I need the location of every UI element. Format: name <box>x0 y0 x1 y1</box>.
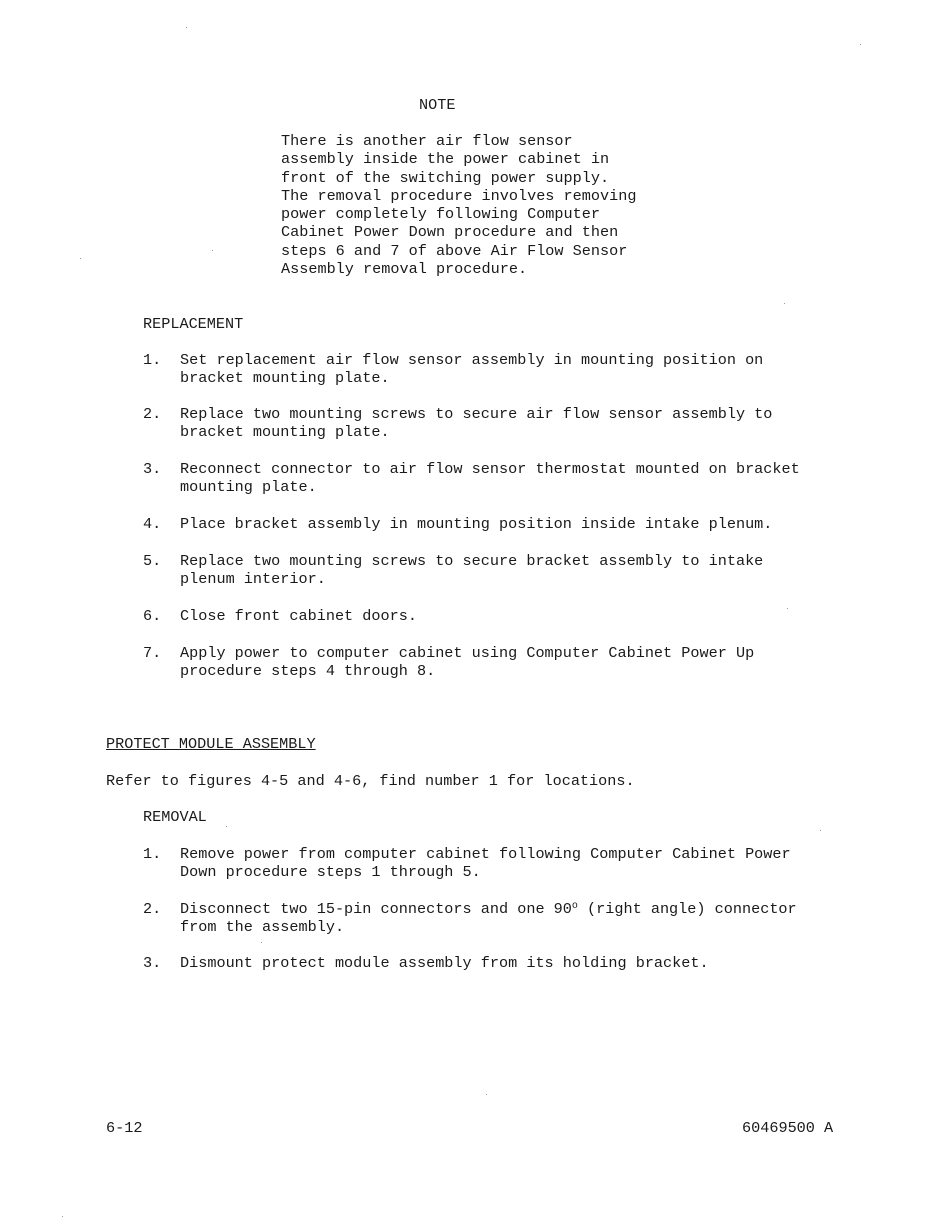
step-line: bracket mounting plate. <box>180 423 390 442</box>
replacement-step-5 <box>180 552 763 589</box>
scan-speck <box>787 608 788 609</box>
scan-speck <box>486 1094 487 1095</box>
replacement-step-1 <box>180 351 763 388</box>
note-line: Cabinet Power Down procedure and then <box>281 223 619 242</box>
replacement-heading: REPLACEMENT <box>143 315 244 333</box>
step-line: (right angle) connector <box>577 900 797 918</box>
note-title: NOTE <box>419 96 456 114</box>
step-line: Remove power from computer cabinet following Computer Cabinet Power <box>180 845 791 863</box>
step-line: mounting plate. <box>180 478 317 497</box>
scan-speck <box>80 258 81 259</box>
step-line: from the assembly. <box>180 918 345 937</box>
step-line: bracket mounting plate. <box>180 369 390 388</box>
step-number: 2. <box>143 405 162 423</box>
scan-speck <box>62 1216 63 1217</box>
scan-speck <box>820 830 821 831</box>
step-line: Down procedure steps 1 through 5. <box>180 863 481 882</box>
removal-step-1 <box>180 845 791 882</box>
step-number: 2. <box>143 900 162 918</box>
step-line: procedure steps 4 through 8. <box>180 662 436 681</box>
removal-step-3: Dismount protect module assembly from its holding bracket. <box>180 954 709 972</box>
refer-text: Refer to figures 4-5 and 4-6, find number 1 for locations. <box>106 772 635 790</box>
step-number: 4. <box>143 515 162 533</box>
replacement-step-4: Place bracket assembly in mounting position inside intake plenum. <box>180 515 773 533</box>
step-line: Apply power to computer cabinet using Computer Cabinet Power Up <box>180 644 755 662</box>
step-number: 1. <box>143 351 162 369</box>
scan-speck <box>226 826 227 827</box>
note-line: steps 6 and 7 of above Air Flow Sensor <box>281 241 628 260</box>
note-line: power completely following Computer <box>281 205 600 224</box>
step-number: 6. <box>143 607 162 625</box>
note-line: front of the switching power supply. <box>281 168 610 187</box>
step-line: plenum interior. <box>180 570 326 589</box>
removal-heading: REMOVAL <box>143 808 207 826</box>
replacement-step-2 <box>180 405 772 442</box>
replacement-step-7 <box>180 644 754 681</box>
step-line: Disconnect two 15-pin connectors and one 90 <box>180 900 572 918</box>
note-line: Assembly removal procedure. <box>281 260 528 279</box>
scan-speck <box>784 303 785 304</box>
step-line: Replace two mounting screws to secure air flow sensor assembly to <box>180 405 773 423</box>
scan-speck <box>186 27 187 28</box>
scan-speck <box>212 250 213 251</box>
replacement-step-6: Close front cabinet doors. <box>180 607 417 625</box>
degree-superscript: o <box>571 901 578 912</box>
scan-speck <box>261 942 262 943</box>
removal-step-2 <box>180 900 797 937</box>
step-number: 7. <box>143 644 162 662</box>
step-number: 5. <box>143 552 162 570</box>
section-title: PROTECT MODULE ASSEMBLY <box>106 735 316 753</box>
note-line: The removal procedure involves removing <box>281 186 637 205</box>
step-number: 3. <box>143 460 162 478</box>
note-line: assembly inside the power cabinet in <box>281 150 610 169</box>
step-number: 1. <box>143 845 162 863</box>
note-body <box>281 132 636 278</box>
scan-speck <box>860 44 861 45</box>
note-line: There is another air flow sensor <box>281 132 573 150</box>
page-number: 6-12 <box>106 1119 143 1137</box>
step-line: Reconnect connector to air flow sensor thermostat mounted on bracket <box>180 460 800 478</box>
step-number: 3. <box>143 954 162 972</box>
replacement-step-3 <box>180 460 800 497</box>
document-number: 60469500 A <box>742 1119 834 1137</box>
step-line: Set replacement air flow sensor assembly in mounting position on <box>180 351 764 369</box>
step-line: Replace two mounting screws to secure bracket assembly to intake <box>180 552 764 570</box>
